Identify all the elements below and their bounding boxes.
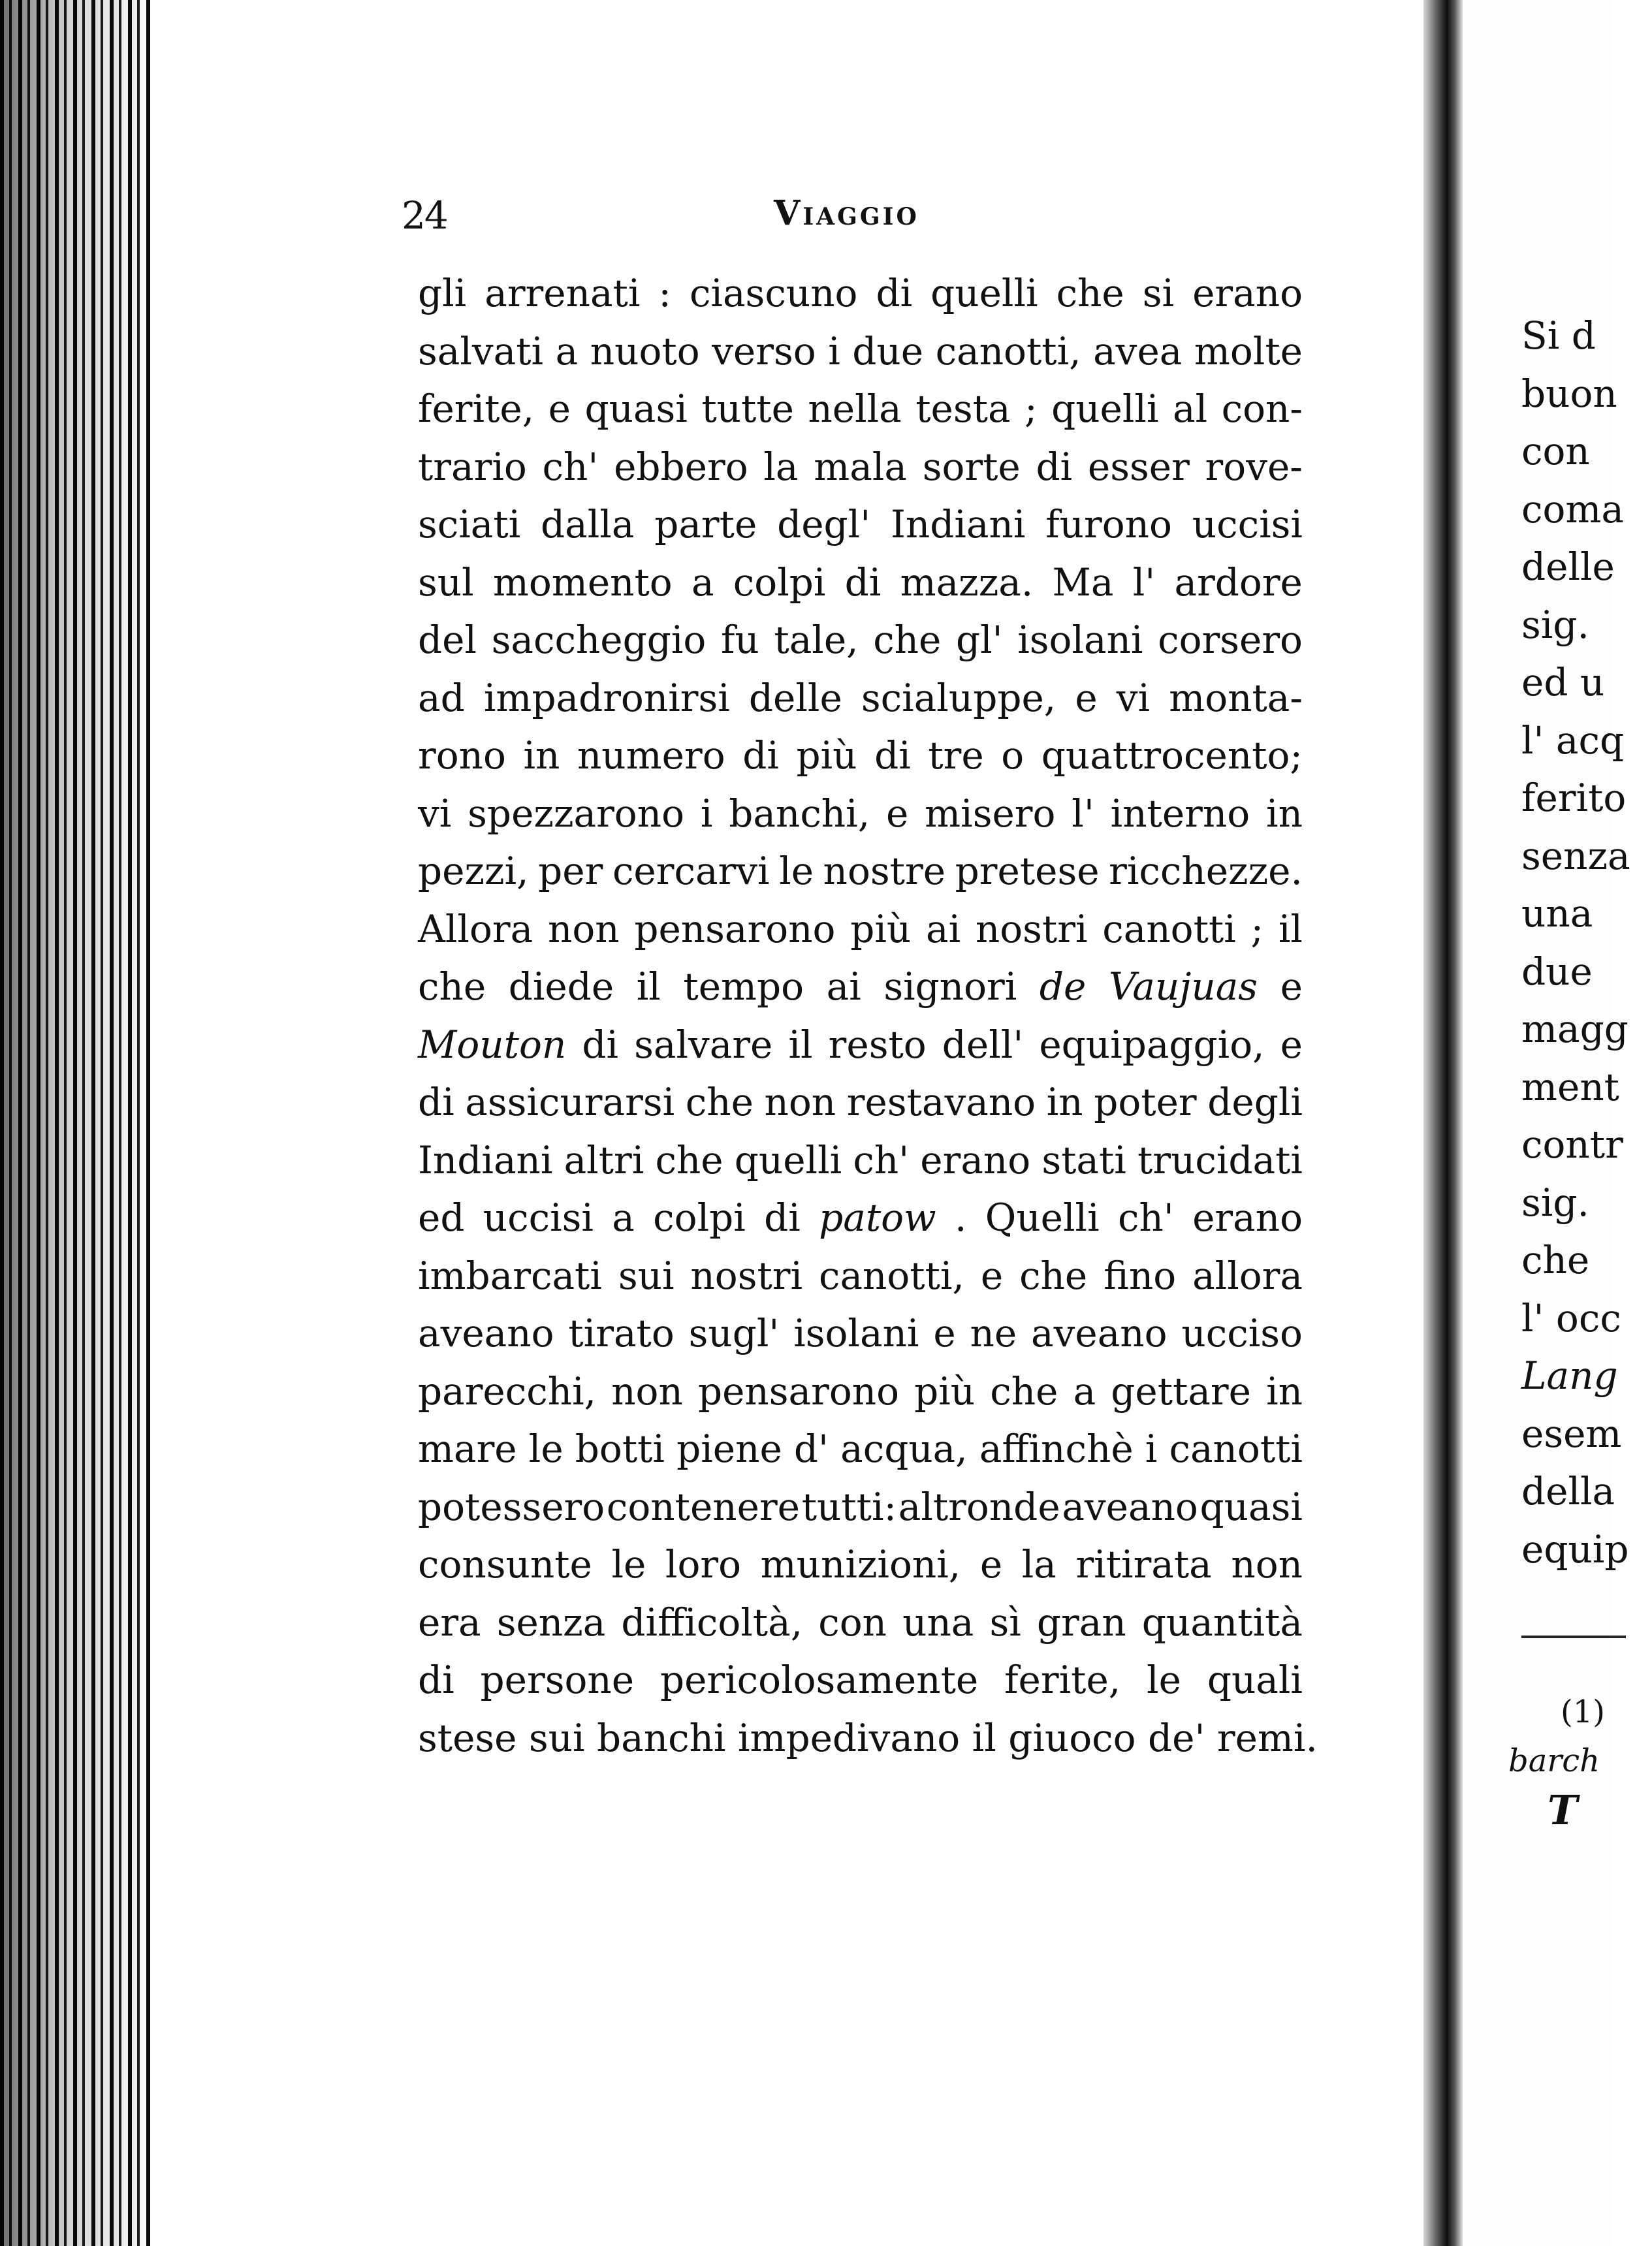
facing-page-line: coma: [1521, 486, 1624, 531]
text-line: consunte le loro munizioni, e la ritirata non: [418, 1542, 1303, 1587]
facing-page-line: magg: [1521, 1007, 1628, 1051]
text-line: gli arrenati : ciascuno di quelli che si erano: [418, 271, 1303, 315]
text-line: parecchi, non pensarono più che a gettare in: [418, 1368, 1303, 1414]
text-line: Mouton di salvare il resto dell' equipaggio, e: [418, 1022, 1303, 1067]
text-line: potessero contenere tutti: altronde aveano quasi: [418, 1484, 1303, 1529]
text-line: Indiani altri che quelli ch' erano stati trucidati: [418, 1137, 1303, 1182]
facing-page-line: con: [1521, 429, 1590, 473]
text-line: stese sui banchi impedivano il giuoco de' remi.: [418, 1715, 1318, 1760]
facing-page-line: l' occ: [1521, 1295, 1621, 1340]
facing-page-footnote: [1508, 1688, 1605, 1835]
page-header: [402, 193, 1316, 245]
facing-page-line: ed u: [1521, 660, 1605, 704]
facing-page-fragment: [1463, 0, 1630, 2246]
book-gutter: [1423, 0, 1463, 2246]
facing-page-line: l' acq: [1521, 718, 1625, 763]
facing-page-lines: [1521, 307, 1652, 1578]
text-line: del saccheggio fu tale, che gl' isolani corsero: [418, 618, 1303, 662]
text-line: che diede il tempo ai signori de Vaujuas e: [418, 964, 1303, 1009]
page-number: 24: [402, 193, 447, 238]
text-line: rono in numero di più di tre o quattrocento;: [418, 733, 1303, 778]
text-line: era senza difficoltà, con una sì gran quantità: [418, 1600, 1303, 1645]
facing-page-line: contr: [1521, 1122, 1623, 1167]
text-line: ed uccisi a colpi di patow . Quelli ch' erano: [418, 1195, 1303, 1240]
facing-page-line: ferito: [1521, 776, 1627, 820]
text-line: ad impadronirsi delle scialuppe, e vi monta-: [418, 675, 1303, 720]
text-line: Allora non pensarono più ai nostri canotti ; il: [418, 906, 1303, 951]
facing-page-line: della: [1521, 1469, 1615, 1513]
facing-page-line: ment: [1521, 1064, 1619, 1109]
text-line: vi spezzarono i banchi, e misero l' interno in: [418, 791, 1303, 836]
text-line: aveano tirato sugl' isolani e ne aveano ucciso: [418, 1311, 1303, 1355]
facing-page-line: delle: [1521, 545, 1615, 589]
facing-page-line: sig.: [1521, 602, 1589, 647]
text-line: sul momento a colpi di mazza. Ma l' ardore: [418, 560, 1303, 605]
running-title: Viaggio: [774, 193, 919, 233]
text-line: ferite, e quasi tutte nella testa ; quelli al con-: [418, 387, 1303, 431]
text-line: trario ch' ebbero la mala sorte di esser rove-: [418, 444, 1303, 489]
facing-page-line: che: [1521, 1238, 1590, 1282]
text-line: di persone pericolosamente ferite, le quali: [418, 1658, 1303, 1702]
facing-page-line: sig.: [1521, 1180, 1589, 1225]
facing-page-footnote-line: (1): [1561, 1694, 1605, 1730]
book-left-edge: [0, 0, 150, 2246]
facing-page-line: Si d: [1521, 313, 1596, 358]
footnote-rule: [1521, 1636, 1626, 1638]
text-line: mare le botti piene d' acqua, affinchè i canotti: [418, 1427, 1303, 1471]
text-line: salvati a nuoto verso i due canotti, avea molte: [418, 328, 1303, 373]
facing-page-line: due: [1521, 949, 1593, 994]
text-line: imbarcati sui nostri canotti, e che fino allora: [418, 1253, 1303, 1298]
text-line: sciati dalla parte degl' Indiani furono uccisi: [418, 502, 1303, 546]
text-line: pezzi, per cercarvi le nostre pretese ricchezze.: [418, 849, 1303, 893]
text-line: di assicurarsi che non restavano in poter degli: [418, 1080, 1303, 1124]
facing-page-footnote-line: T: [1548, 1786, 1578, 1834]
facing-page-line: esem: [1521, 1411, 1622, 1456]
facing-page-line: una: [1521, 891, 1593, 936]
facing-page-line: Lang: [1521, 1353, 1618, 1398]
facing-page-line: buon: [1521, 371, 1617, 416]
facing-page-line: senza: [1521, 833, 1630, 878]
body-text: [418, 264, 1318, 1767]
facing-page-footnote-line: barch: [1508, 1743, 1600, 1779]
facing-page-line: equip: [1521, 1526, 1629, 1572]
